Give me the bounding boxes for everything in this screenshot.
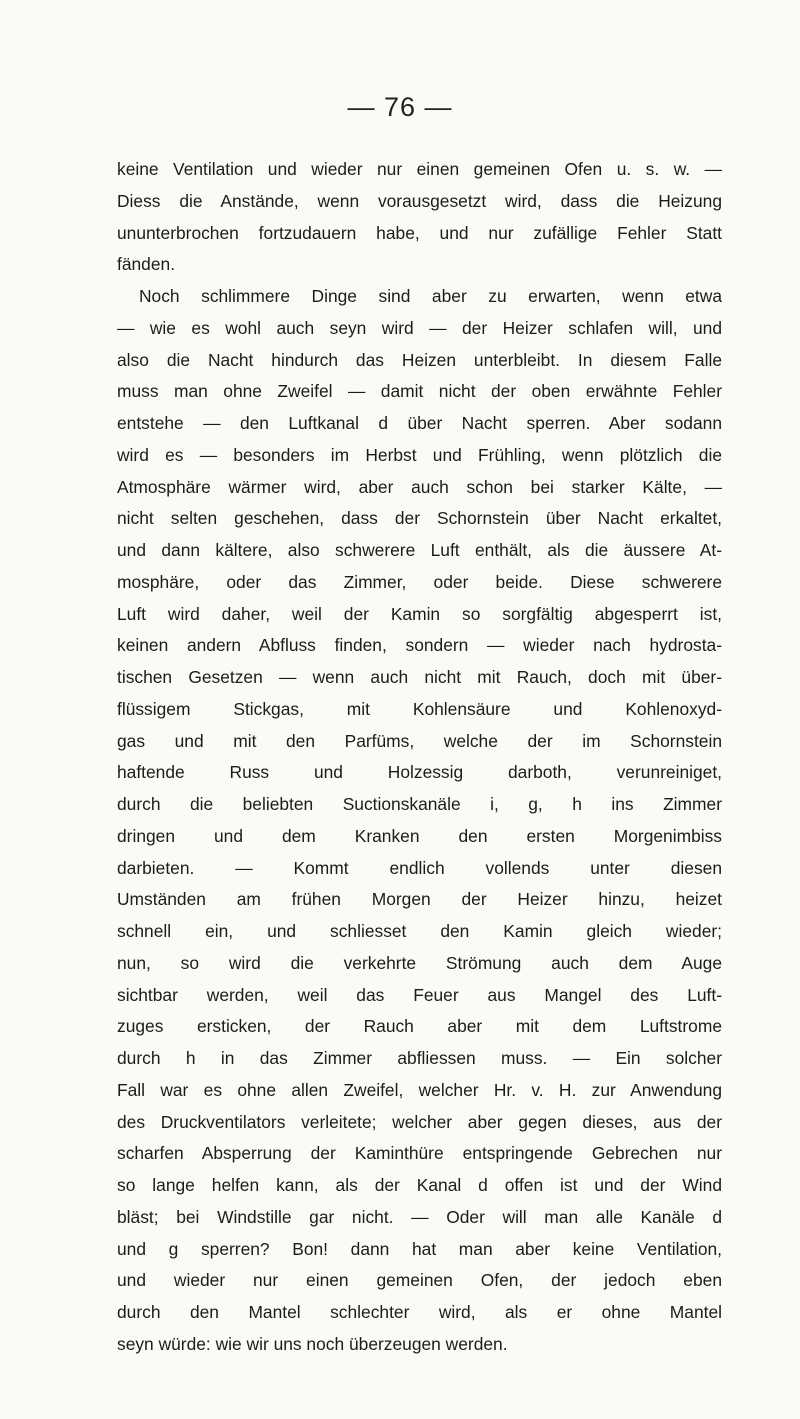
text-line: fänden. [117,254,176,275]
text-line: muss man ohne Zweifel — damit nicht der oben erwähnte Fehler [117,381,722,402]
text-line: und wieder nur einen gemeinen Ofen, der jedoch eben [117,1270,722,1291]
text-line: durch h in das Zimmer abfliessen muss. — Ein solcher [117,1048,722,1068]
text-line: Atmosphäre wärmer wird, aber auch schon bei starker Kälte, — [117,476,722,497]
text-line: gas und mit den Parfüms, welche der im Schornstein [117,730,722,751]
text-line: so lange helfen kann, als der Kanal d offen ist und der Wind [117,1175,722,1195]
text-line: des Druckventilators verleitete; welcher aber gegen dieses, aus der [117,1111,722,1132]
text-line: seyn würde: wie wir uns noch überzeugen werden. [117,1333,508,1354]
text-line: entstehe — den Luftkanal d über Nacht sperren. Aber sodann [117,413,722,433]
text-line: wird es — besonders im Herbst und Frühling, wenn plötzlich die [117,444,722,465]
text-line: flüssigem Stickgas, mit Kohlensäure und Kohlenoxyd- [117,698,722,719]
text-line: durch den Mantel schlechter wird, als er ohne Mantel [117,1302,722,1322]
text-line: zuges ersticken, der Rauch aber mit dem Luftstrome [117,1016,722,1037]
text-line: scharfen Absperrung der Kaminthüre entspringende Gebrechen nur [117,1143,722,1164]
text-line: darbieten. — Kommt endlich vollends unter diesen [117,857,722,878]
text-line: dringen und dem Kranken den ersten Morgenimbiss [117,825,722,846]
text-line: nun, so wird die verkehrte Strömung auch dem Auge [117,952,722,973]
text-line: keine Ventilation und wieder nur einen gemeinen Ofen u. s. w. — [117,159,722,179]
text-line: durch die beliebten Suctionskanäle i, g, h ins Zimmer [117,794,722,814]
text-line: Luft wird daher, weil der Kamin so sorgfältig abgesperrt ist, [117,603,722,624]
page-number: — 76 — [347,92,453,122]
text-line: — wie es wohl auch seyn wird — der Heizer schlafen will, und [117,317,722,338]
text-line: sichtbar werden, weil das Feuer aus Mangel des Luft- [117,984,722,1005]
text-line: nicht selten geschehen, dass der Schornstein über Nacht erkaltet, [117,508,722,529]
text-line: Fall war es ohne allen Zweifel, welcher Hr. v. H. zur Anwendung [117,1079,722,1100]
text-line: Noch schlimmere Dinge sind aber zu erwarten, wenn etwa [139,286,722,306]
text-line: Diess die Anstände, wenn vorausgesetzt wird, dass die Heizung [117,190,722,211]
body-text [117,154,722,1361]
text-line: und g sperren? Bon! dann hat man aber keine Ventilation, [117,1238,722,1259]
text-line: haftende Russ und Holzessig darboth, verunreiniget, [117,762,722,783]
text-line: bläst; bei Windstille gar nicht. — Oder will man alle Kanäle d [117,1206,722,1227]
text-line: keinen andern Abfluss finden, sondern — wieder nach hydrosta- [117,635,722,656]
text-line: und dann kältere, also schwerere Luft enthält, als die äussere At- [117,540,722,560]
text-line: tischen Gesetzen — wenn auch nicht mit Rauch, doch mit über- [117,667,722,687]
text-line: ununterbrochen fortzudauern habe, und nur zufällige Fehler Statt [117,222,722,243]
text-line: Umständen am frühen Morgen der Heizer hinzu, heizet [117,889,722,910]
text-line: also die Nacht hindurch das Heizen unterbleibt. In diesem Falle [117,349,722,370]
text-line: schnell ein, und schliesset den Kamin gleich wieder; [117,921,722,941]
text-line: mosphäre, oder das Zimmer, oder beide. Diese schwerere [117,571,722,592]
